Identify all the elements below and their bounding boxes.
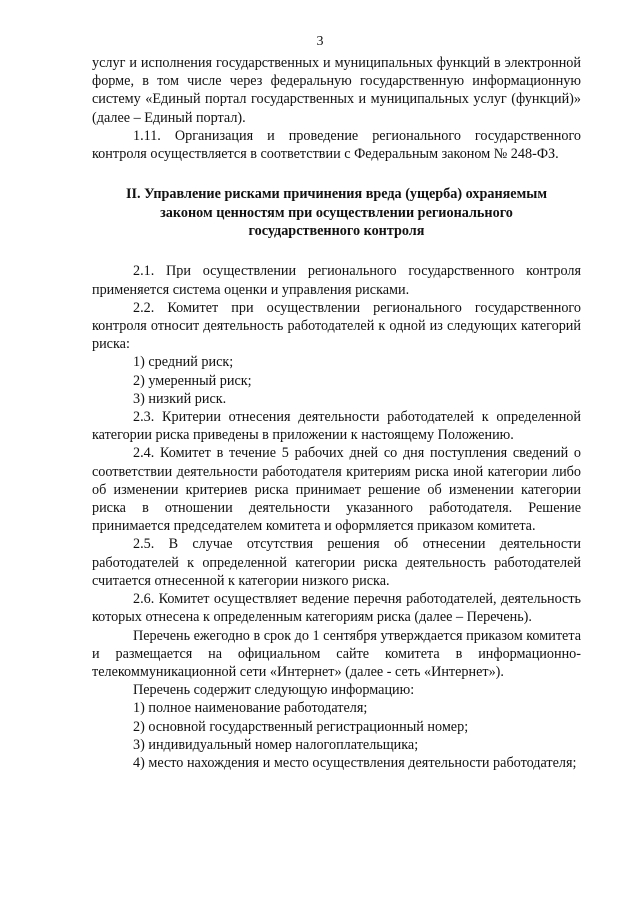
paragraph-continued: услуг и исполнения государственных и муниципальных функций в электронной форме, в том числе через федеральную государственную информационную систему «Единый портал государственных и муниципальных услуг (функций)» (далее – Единый портал).: [92, 55, 581, 126]
info-item-4: 4) место нахождения и место осуществления деятельности работодателя;: [133, 754, 577, 771]
paragraph-1-11: 1.11. Организация и проведение регионального государственного контроля осуществляется в соответствии с Федеральным законом № 248-ФЗ.: [92, 127, 581, 163]
paragraph-list-yearly: Перечень ежегодно в срок до 1 сентября утверждается приказом комитета и размещается на официальном сайте комитета в информационно-телекоммуникационной сети «Интернет» (далее - сеть «Интернет»).: [92, 627, 581, 680]
document-body: [92, 54, 581, 772]
heading-line-2: законом ценностям при осуществлении регионального: [160, 204, 513, 221]
section-heading: [92, 185, 581, 240]
paragraph-2-1: 2.1. При осуществлении регионального государственного контроля применяется система оценки и управления рисками.: [92, 263, 581, 298]
risk-item-1: 1) средний риск;: [133, 354, 234, 371]
heading-line-1: II. Управление рисками причинения вреда (ущерба) охраняемым: [125, 186, 548, 203]
paragraph-2-2: 2.2. Комитет при осуществлении регионального государственного контроля относит деятельность работодателей к одной из следующих категорий риска:: [92, 299, 581, 353]
info-item-1: 1) полное наименование работодателя;: [133, 700, 368, 717]
paragraph-2-3: 2.3. Критерии отнесения деятельности работодателей к определенной категории риска приведены в приложении к настоящему Положению.: [92, 409, 581, 444]
heading-line-3: государственного контроля: [248, 223, 425, 240]
info-item-2: 2) основной государственный регистрационный номер;: [133, 718, 469, 735]
page-number: 3: [316, 34, 324, 49]
paragraph-2-5: 2.5. В случае отсутствия решения об отнесении деятельности работодателей к определенной категории риска деятельность работодателей считается отнесенной к категории низкого риска.: [92, 536, 581, 589]
risk-item-2: 2) умеренный риск;: [133, 372, 252, 389]
paragraph-2-4: 2.4. Комитет в течение 5 рабочих дней со дня поступления сведений о соответствии деятельности работодателя критериям риска иной категории либо об изменении критериев риска принимает решение об изменении категории риска в отношении деятельности указанного работодателя. Решение принимается председателем комитета и оформляется приказом комитета.: [92, 445, 581, 535]
risk-item-3: 3) низкий риск.: [133, 390, 227, 407]
paragraph-2-6: 2.6. Комитет осуществляет ведение перечня работодателей, деятельность которых отнесена к определенным категориям риска (далее – Перечень).: [92, 591, 581, 626]
paragraph-list-contains: Перечень содержит следующую информацию:: [133, 682, 415, 699]
info-item-3: 3) индивидуальный номер налогоплательщика;: [133, 736, 419, 753]
